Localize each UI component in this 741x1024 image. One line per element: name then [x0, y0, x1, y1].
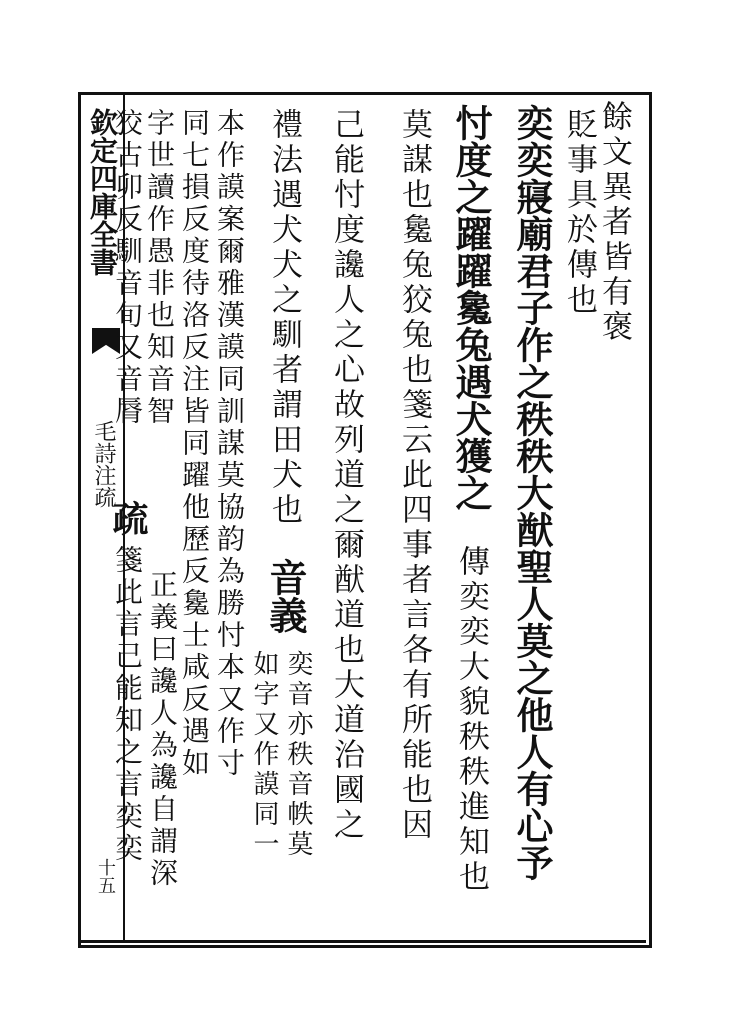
column-7-note-b: 如字又作謨同一 — [249, 650, 279, 860]
yinyi-mark: 音義 — [263, 558, 308, 634]
column-11: 狡古卯反馴音旬又音脣 — [111, 108, 144, 428]
column-8: 本作謨案爾雅漢謨同訓謀莫協韵為勝忖本又作寸 — [213, 108, 246, 780]
column-10: 字世讀作愚非也知音智 — [143, 108, 176, 428]
column-2: 貶事具於傳也 — [561, 108, 597, 318]
column-6: 己能忖度讒人之心故列道之爾猷道也大道治國之 — [328, 108, 364, 843]
column-9: 同七損反度待洛反注皆同躍他歷反毚士咸反遇如 — [178, 108, 211, 780]
shu-mark: 疏 — [107, 500, 149, 536]
column-10-commentary: 正義曰讒人為讒自謂深 — [146, 570, 179, 890]
column-11-commentary: 箋此言己能知之言奕奕 — [111, 545, 144, 865]
folio-number: 十五 — [95, 858, 116, 894]
column-7-note-a: 奕音亦秩音帙莫 — [283, 650, 313, 860]
column-7: 禮法遇犬犬之馴者謂田犬也 — [266, 108, 302, 528]
column-3: 奕奕寢廟君子作之秩秩大猷聖人莫之他人有心予 — [510, 104, 554, 881]
section-title: 毛詩注疏 — [91, 420, 116, 508]
column-4-commentary: 傳奕奕大貌秩秩進知也 — [453, 545, 489, 895]
bottom-rule — [78, 940, 646, 943]
column-5: 莫謀也毚兔狡兔也箋云此四事者言各有所能也因 — [396, 108, 432, 843]
book-title: 欽定四庫全書 — [86, 108, 119, 276]
column-1: 餘文異者皆有褒 — [596, 100, 632, 345]
column-4: 忖度之躍躍毚兔遇犬獲之 — [449, 104, 493, 511]
top-rule — [78, 92, 646, 95]
